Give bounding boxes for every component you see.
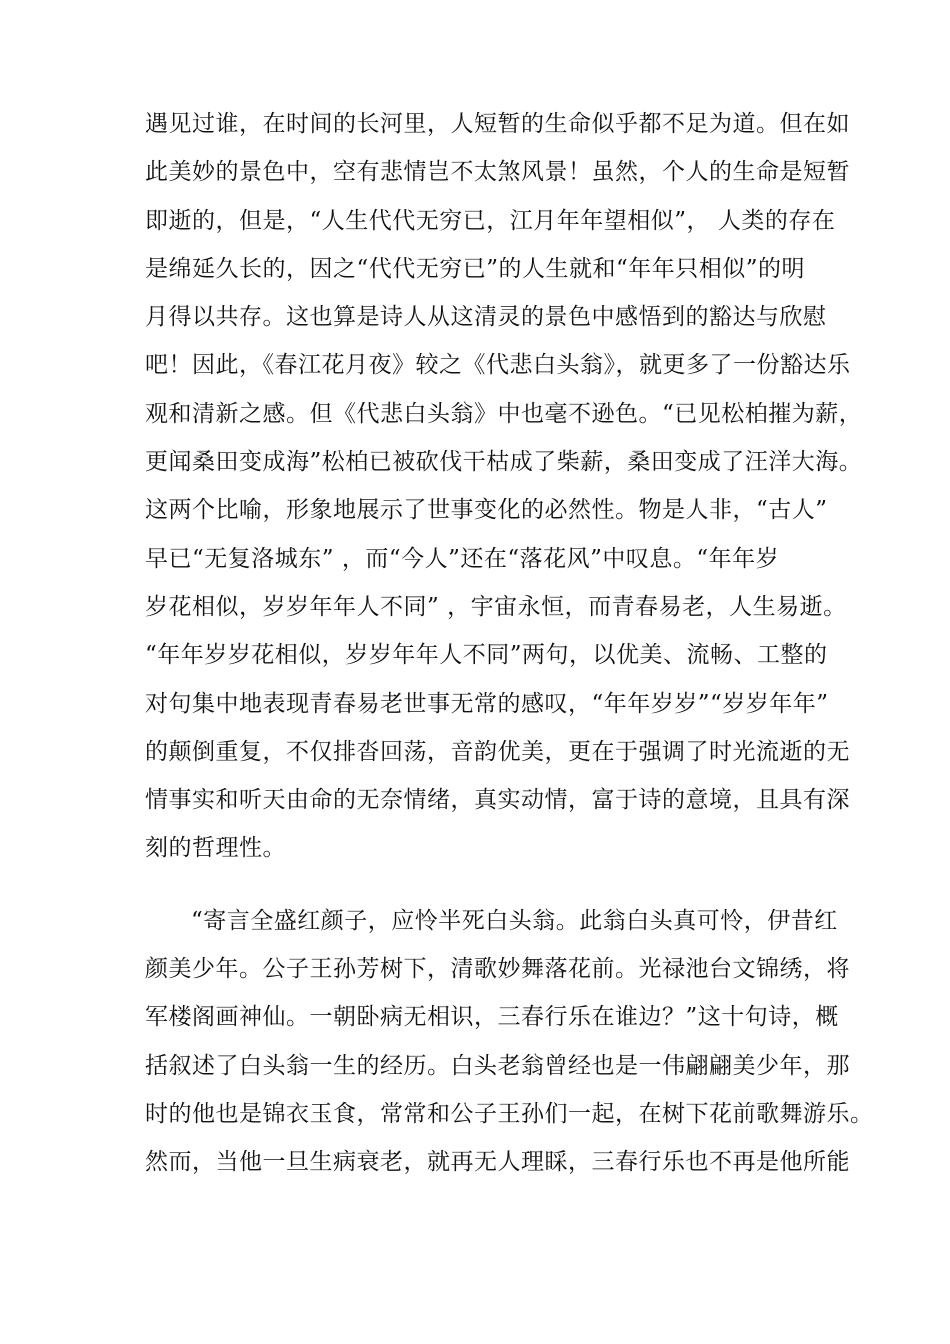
text-line: 的颠倒重复，不仅排沓回荡，音韵优美，更在于强调了时光流逝的无 [145,738,850,765]
text-line: 然而，当他一旦生病衰老，就再无人理睬，三春行乐也不再是他所能 [145,1149,850,1176]
text-line: 即逝的，但是，“人生代代无穷已，江月年年望相似”， 人类的存在 [145,207,836,234]
text-line: 刻的哲理性。 [145,835,286,862]
text-line: 对句集中地表现青春易老世事无常的感叹，“年年岁岁”“岁岁年年” [145,690,829,717]
text-line: “寄言全盛红颜子，应怜半死白头翁。此翁白头真可怜，伊昔红 [191,907,838,934]
text-line: 是绵延久长的，因之“代代无穷已”的人生就和“年年只相似”的明 [145,255,806,282]
text-line: 这两个比喻，形象地展示了世事变化的必然性。物是人非，“古人” [145,497,828,524]
text-line: 更闻桑田变成海”松柏已被砍伐干枯成了柴薪，桑田变成了汪洋大海。 [145,449,863,476]
text-line: 早已“无复洛城东” ，而“今人”还在“落花风”中叹息。“年年岁 [145,545,780,572]
text-line: 遇见过谁，在时间的长河里，人短暂的生命似乎都不足为道。但在如 [145,111,850,137]
text-line: “年年岁岁花相似，岁岁年年人不同”两句，以优美、流畅、工整的 [145,642,828,669]
text-line: 观和清新之感。但《代悲白头翁》中也毫不逊色。“已见松柏摧为薪， [145,400,863,427]
paragraph-1 [145,100,863,873]
text-line: 括叙述了白头翁一生的经历。白头老翁曾经也是一伟翩翩美少年，那 [145,1052,850,1079]
text-line: 吧！因此，《春江花月夜》较之《代悲白头翁》，就更多了一份豁达乐 [145,352,851,379]
text-line: 此美妙的景色中，空有悲情岂不太煞风景！虽然，个人的生命是短暂 [145,159,850,186]
paragraph-spacer [145,873,825,897]
paragraph-2 [145,897,874,1187]
text-line: 岁花相似，岁岁年年人不同” ，宇宙永恒，而青春易老，人生易逝。 [145,593,847,620]
text-line: 情事实和听天由命的无奈情绪，真实动情，富于诗的意境，且具有深 [145,787,850,814]
text-line: 军楼阁画神仙。一朝卧病无相识，三春行乐在谁边？”这十句诗，概 [145,1004,839,1031]
document-body [145,100,874,1187]
text-line: 月得以共存。这也算是诗人从这清灵的景色中感悟到的豁达与欣慰 [145,304,827,331]
text-line: 颜美少年。公子王孙芳树下，清歌妙舞落花前。光禄池台文锦绣，将 [145,956,850,983]
text-line: 时的他也是锦衣玉食，常常和公子王孙们一起，在树下花前歌舞游乐。 [145,1100,874,1127]
